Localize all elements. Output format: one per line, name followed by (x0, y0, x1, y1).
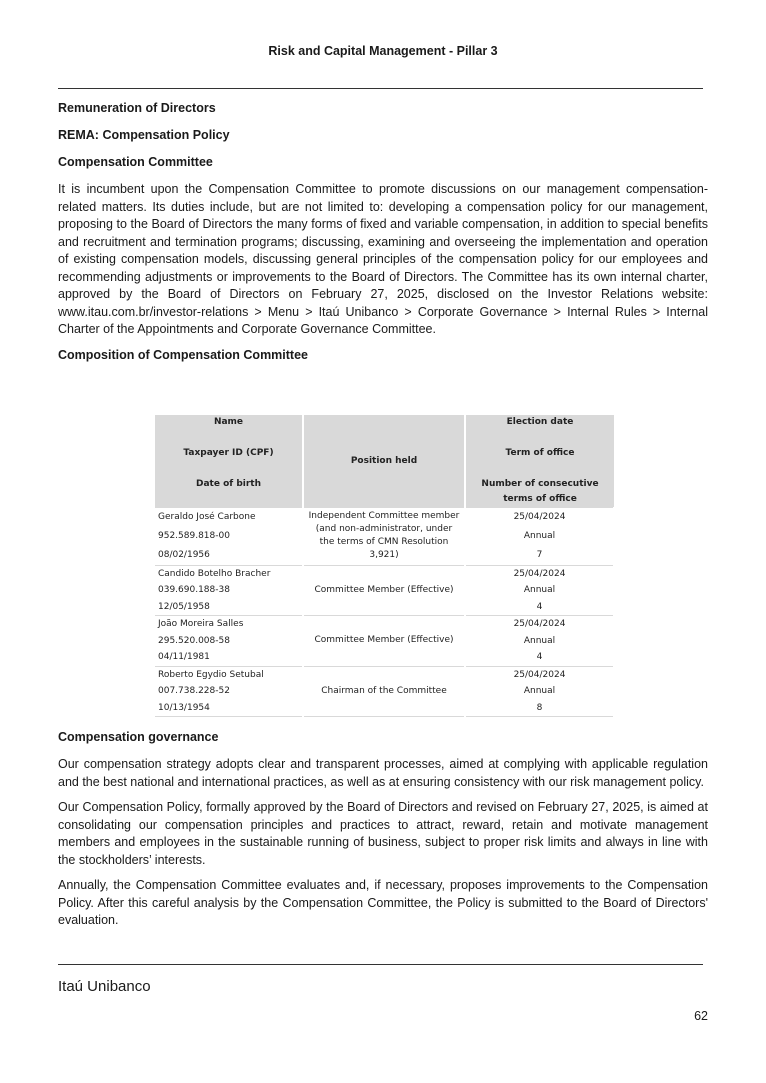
table-row (155, 666, 614, 717)
table-row (155, 507, 614, 565)
row-1-terms: 4 (536, 601, 543, 612)
header-divider (58, 88, 703, 89)
header-position-col (303, 415, 465, 508)
row-1-election: 25/04/2024 (513, 568, 566, 579)
row-3-position-cell (303, 666, 465, 717)
table-header-row (155, 415, 614, 508)
row-3-person (155, 666, 303, 717)
header-term: Term of office (505, 447, 575, 458)
committee-paragraph: It is incumbent upon the Compensation Committee to promote discussions on our management compensation-related matters. Its duties include, but are not limited to: developing a compensation policy for our management, proposing to the Board of Directors the many forms of fixed and variable compensation, in addition to special benefits and recruitment and termination programs; discussing, examining and overseeing the implementation and operation of existing compensation models, discussing general principles of the compensation policy for our employees and recommending adjustments or improvements to the Board of Directors. The Committee has its own internal charter, approved by the Board of Directors on February 27, 2025, disclosed on the Investor Relations website: www.itau.com.br/investor-relations > Menu > Itaú Unibanco > Corporate Governance > Internal Rules > Internal Charter of the Appointments and Corporate Governance Committee. (58, 182, 708, 336)
row-3-term: Annual (523, 686, 556, 696)
row-3-cpf: 007.738.228-52 (158, 686, 230, 696)
row-2-terms: 4 (536, 652, 543, 662)
header-consecutive: Number of consecutive terms of office (481, 478, 599, 504)
row-2-birth: 04/11/1981 (158, 652, 210, 662)
header-election-col (465, 415, 614, 508)
governance-paragraph-1: Our compensation strategy adopts clear and transparent processes, aimed at complying with applicable regulation and the best national and international practices, as well as at ensuring consistency with our risk management policy. (58, 757, 708, 789)
table-row (155, 616, 614, 667)
row-0-election: 25/04/2024 (513, 511, 566, 522)
governance-section (58, 729, 708, 930)
row-2-term-cell (465, 616, 614, 667)
remuneration-heading: Remuneration of Directors (58, 101, 216, 115)
row-3-terms: 8 (536, 702, 543, 713)
governance-paragraph-2: Our Compensation Policy, formally approved by the Board of Directors and revised on February 27, 2025, is aimed at consolidating our compensation principles and practices to attract, reward, retain and motivate management members and employees in the sustainable running of business, subject to proper risk limits and always in line with the stockholders’ interests. (58, 800, 708, 867)
row-0-terms: 7 (536, 549, 543, 560)
row-1-person (155, 565, 303, 616)
footer-divider (58, 964, 703, 965)
table-row (155, 565, 614, 616)
row-2-term: Annual (523, 635, 556, 646)
row-1-term-cell (465, 565, 614, 616)
row-1-name: Candido Botelho Bracher (158, 568, 271, 579)
row-2-election: 25/04/2024 (513, 619, 566, 629)
row-1-birth: 12/05/1958 (158, 601, 210, 612)
row-3-birth: 10/13/1954 (158, 702, 210, 713)
row-0-term-cell (465, 507, 614, 565)
row-3-term-cell (465, 666, 614, 717)
header-taxpayer: Taxpayer ID (CPF) (183, 447, 274, 458)
row-0-term: Annual (523, 530, 556, 541)
row-0-birth: 08/02/1956 (158, 549, 210, 560)
main-content (58, 100, 708, 938)
rema-heading: REMA: Compensation Policy (58, 128, 230, 142)
row-2-position: Committee Member (Effective) (314, 635, 454, 646)
composition-table-wrapper (155, 415, 610, 718)
header-election: Election date (506, 416, 574, 427)
header-name-col (155, 415, 303, 508)
header-position: Position held (350, 455, 418, 466)
row-3-position: Chairman of the Committee (321, 685, 447, 696)
header-birth: Date of birth (196, 478, 261, 489)
row-3-election: 25/04/2024 (513, 669, 566, 680)
row-1-position-cell (303, 565, 465, 616)
page-header-title: Risk and Capital Management - Pillar 3 (268, 44, 498, 58)
row-1-position: Committee Member (Effective) (314, 584, 454, 595)
footer-brand: Itaú Unibanco (58, 978, 151, 995)
page-number: 62 (694, 1009, 708, 1023)
row-2-position-cell (303, 616, 465, 667)
row-0-person (155, 507, 303, 565)
committee-heading: Compensation Committee (58, 155, 213, 169)
row-2-name: João Moreira Salles (158, 619, 244, 629)
header-name: Name (213, 416, 244, 427)
governance-paragraph-3: Annually, the Compensation Committee evaluates and, if necessary, proposes improvements to the Compensation Policy. After this careful analysis by the Compensation Committee, the Policy is submitted to the Board of Directors' evaluation. (58, 878, 708, 927)
row-1-cpf: 039.690.188-38 (158, 585, 230, 595)
row-0-cpf: 952.589.818-00 (158, 530, 230, 541)
row-2-cpf: 295.520.008-58 (158, 635, 230, 646)
row-0-name: Geraldo José Carbone (158, 511, 256, 522)
row-3-name: Roberto Egydio Setubal (158, 669, 264, 680)
composition-table (155, 415, 615, 718)
row-0-position: Independent Committee member (and non-administrator, under the terms of CMN Resolution 3,921) (308, 511, 460, 560)
composition-heading: Composition of Compensation Committee (58, 347, 308, 362)
row-0-position-cell (303, 507, 465, 565)
row-2-person (155, 616, 303, 667)
governance-heading: Compensation governance (58, 730, 219, 744)
row-1-term: Annual (523, 585, 556, 595)
